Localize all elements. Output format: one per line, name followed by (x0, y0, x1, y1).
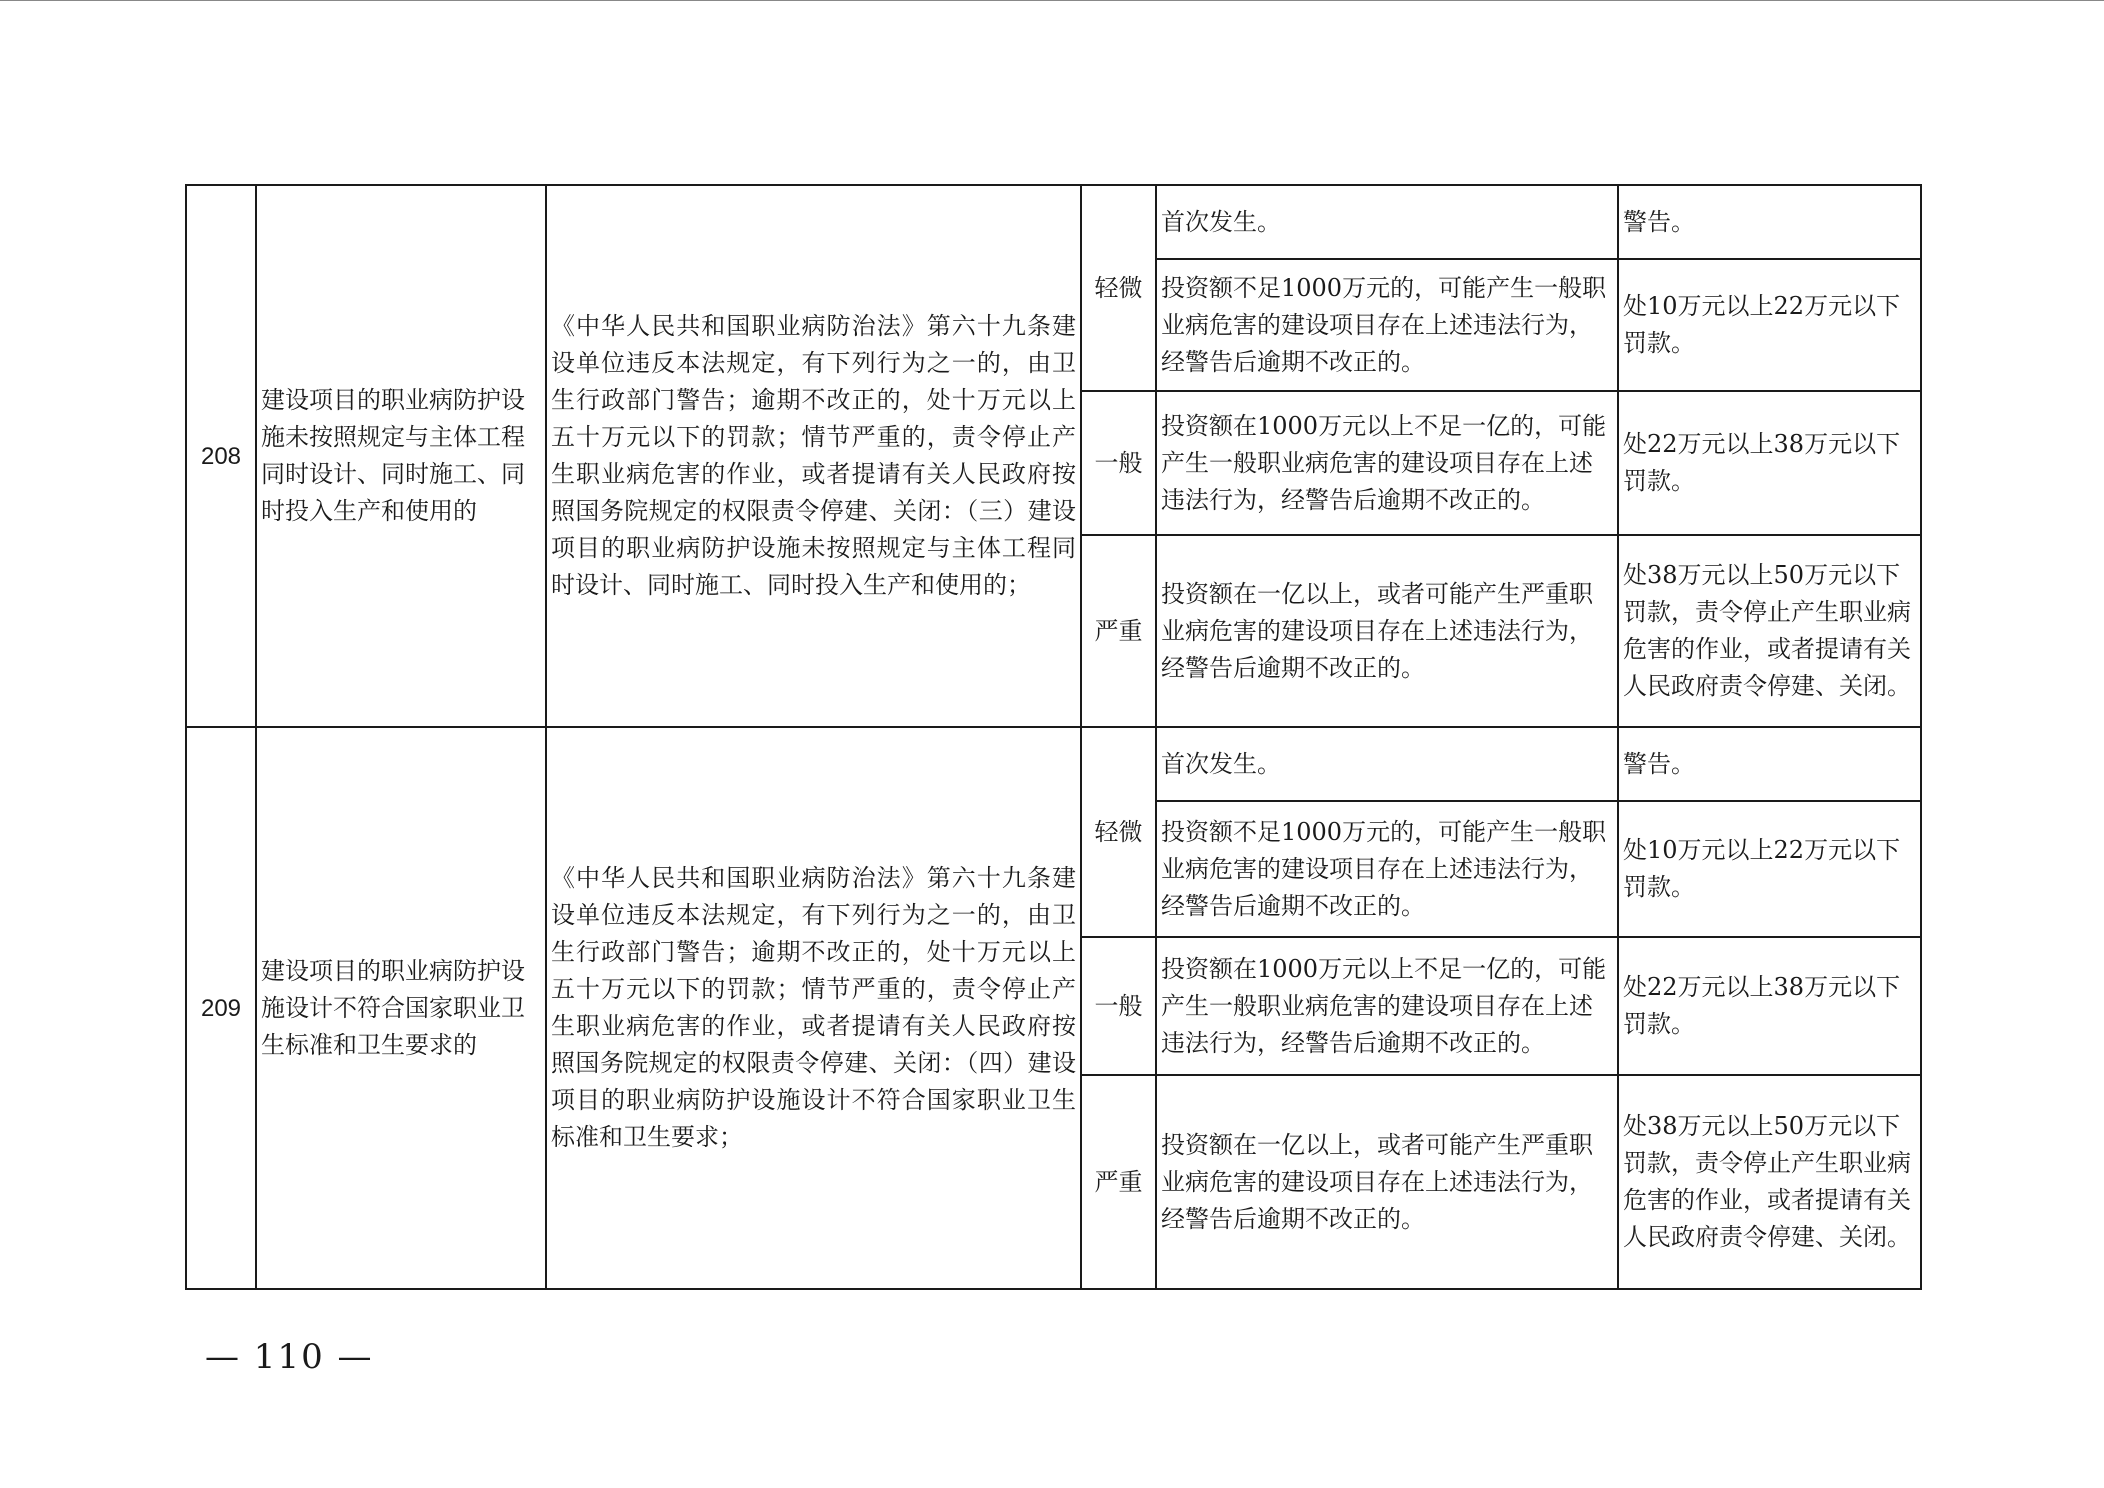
legal-basis: 《中华人民共和国职业病防治法》第六十九条建设单位违反本法规定，有下列行为之一的，由卫生行政部门警告；逾期不改正的，处十万元以上五十万元以下的罚款；情节严重的，责令停止产生职业病危害的作业，或者提请有关人民政府按照国务院规定的权限责令停建、关闭：（四）建设项目的职业病防护设施设计不符合国家职业卫生标准和卫生要求； (546, 727, 1081, 1289)
severity-level: 严重 (1081, 535, 1156, 727)
penalty-standard: 处38万元以上50万元以下罚款，责令停止产生职业病危害的作业，或者提请有关人民政府责令停建、关闭。 (1618, 1075, 1921, 1289)
severity-level: 严重 (1081, 1075, 1156, 1289)
page-top-border (0, 0, 2104, 1)
severity-level: 轻微 (1081, 185, 1156, 391)
violation-condition: 投资额不足1000万元的，可能产生一般职业病危害的建设项目存在上述违法行为，经警告后逾期不改正的。 (1156, 801, 1618, 937)
penalty-standard: 警告。 (1618, 185, 1921, 259)
violation-condition: 投资额不足1000万元的，可能产生一般职业病危害的建设项目存在上述违法行为，经警告后逾期不改正的。 (1156, 259, 1618, 391)
violation-condition: 投资额在1000万元以上不足一亿的，可能产生一般职业病危害的建设项目存在上述违法行为，经警告后逾期不改正的。 (1156, 937, 1618, 1075)
penalty-standard: 处10万元以上22万元以下罚款。 (1618, 259, 1921, 391)
penalty-standard: 处22万元以上38万元以下罚款。 (1618, 937, 1921, 1075)
penalty-standard: 处22万元以上38万元以下罚款。 (1618, 391, 1921, 535)
severity-level: 轻微 (1081, 727, 1156, 937)
table-row (186, 727, 1921, 801)
penalty-standard: 处38万元以上50万元以下罚款，责令停止产生职业病危害的作业，或者提请有关人民政府责令停建、关闭。 (1618, 535, 1921, 727)
penalty-standard: 警告。 (1618, 727, 1921, 801)
severity-level: 一般 (1081, 937, 1156, 1075)
legal-basis: 《中华人民共和国职业病防治法》第六十九条建设单位违反本法规定，有下列行为之一的，由卫生行政部门警告；逾期不改正的，处十万元以上五十万元以下的罚款；情节严重的，责令停止产生职业病危害的作业，或者提请有关人民政府按照国务院规定的权限责令停建、关闭：（三）建设项目的职业病防护设施未按照规定与主体工程同时设计、同时施工、同时投入生产和使用的； (546, 185, 1081, 727)
item-number: 209 (186, 727, 256, 1289)
page-number: — 110 — (205, 1337, 374, 1377)
violation-condition: 首次发生。 (1156, 185, 1618, 259)
penalty-standard: 处10万元以上22万元以下罚款。 (1618, 801, 1921, 937)
violation-condition: 投资额在一亿以上，或者可能产生严重职业病危害的建设项目存在上述违法行为，经警告后逾期不改正的。 (1156, 1075, 1618, 1289)
severity-level: 一般 (1081, 391, 1156, 535)
violation-condition: 投资额在一亿以上，或者可能产生严重职业病危害的建设项目存在上述违法行为，经警告后逾期不改正的。 (1156, 535, 1618, 727)
penalty-standard-table (185, 184, 1922, 1290)
violation-item: 建设项目的职业病防护设施设计不符合国家职业卫生标准和卫生要求的 (256, 727, 546, 1289)
table-row (186, 185, 1921, 259)
violation-condition: 首次发生。 (1156, 727, 1618, 801)
violation-condition: 投资额在1000万元以上不足一亿的，可能产生一般职业病危害的建设项目存在上述违法行为，经警告后逾期不改正的。 (1156, 391, 1618, 535)
violation-item: 建设项目的职业病防护设施未按照规定与主体工程同时设计、同时施工、同时投入生产和使用的 (256, 185, 546, 727)
item-number: 208 (186, 185, 256, 727)
